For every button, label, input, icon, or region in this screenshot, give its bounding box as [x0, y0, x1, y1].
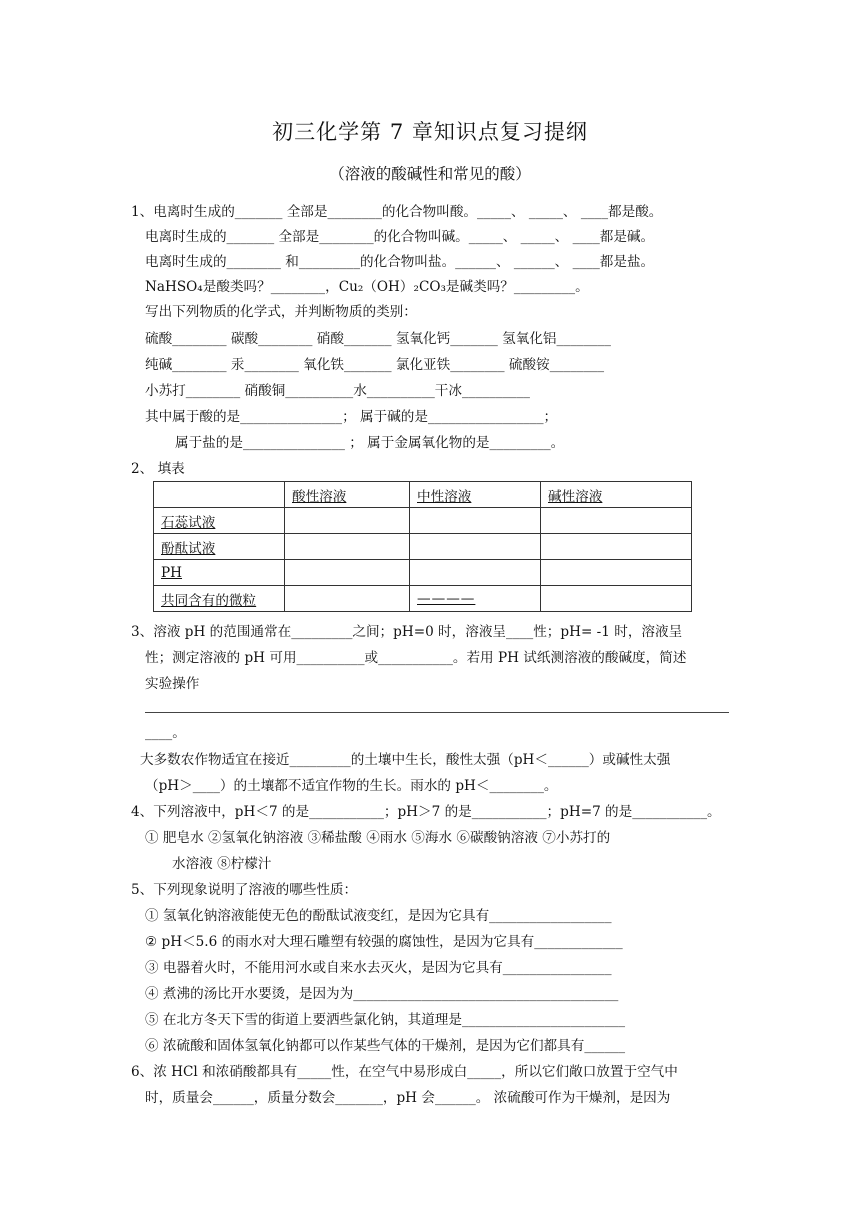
answer-rule	[145, 712, 729, 713]
text-line: 写出下列物质的化学式，并判断物质的类别：	[145, 304, 417, 320]
text-line: 大多数农作物适宜在接近_________的土壤中生长，酸性太强（pH＜______）或碱性太强	[140, 752, 671, 768]
table-cell	[285, 586, 410, 612]
text-line: （pH＞____）的土壤都不适宜作物的生长。雨水的 pH＜________。	[145, 778, 558, 794]
table-cell	[541, 508, 692, 534]
text-line: 2、 填表	[131, 461, 185, 477]
table-cell	[541, 586, 692, 612]
table-row	[154, 586, 692, 612]
text-line: ⑤ 在北方冬天下雪的街道上要洒些氯化钠，其道理是________________________	[145, 1012, 626, 1028]
table-cell	[410, 586, 541, 612]
page-subtitle: （溶液的酸碱性和常见的酸）	[329, 165, 531, 183]
text-line: 电离时生成的_______ 全部是________的化合物叫碱。_____、 _____、 ____都是碱。	[145, 229, 655, 245]
text-line: 纯碱________ 汞________ 氧化铁_______ 氯化亚铁________ 硫酸铵________	[145, 357, 605, 373]
row-label: 石蕊试液	[154, 508, 285, 534]
text-line: NaHSO₄是酸类吗？________，Cu₂（OH）₂CO₃是碱类吗？_________。	[145, 279, 589, 295]
table-cell	[410, 534, 541, 560]
text-line: 电离时生成的________ 和_________的化合物叫盐。______、 ______、 ____都是盐。	[145, 254, 655, 270]
table-cell	[154, 482, 285, 508]
text-line: ③ 电器着火时，不能用河水或自来水去灭火，是因为它具有________________	[145, 960, 612, 976]
table-cell	[541, 534, 692, 560]
table-cell	[541, 560, 692, 586]
table-cell	[410, 508, 541, 534]
text-line: ⑥ 浓硫酸和固体氢氧化钠都可以作某些气体的干燥剂，是因为它们都具有______	[145, 1038, 626, 1054]
row-label: 酚酞试液	[154, 534, 285, 560]
text-line: 实验操作	[145, 676, 200, 692]
fill-table	[153, 481, 692, 612]
text-line: ① 氢氧化钠溶液能使无色的酚酞试液变红，是因为它具有__________________	[145, 908, 612, 924]
text-line: 小苏打________ 硝酸铜__________水__________干冰__________	[145, 383, 530, 399]
table-cell	[285, 560, 410, 586]
table-cell	[410, 560, 541, 586]
text-line: ____。	[145, 725, 186, 741]
table-header-cell: 碱性溶液	[541, 482, 692, 508]
table-cell	[285, 508, 410, 534]
table-row	[154, 534, 692, 560]
text-line: 6、浓 HCl 和浓硝酸都具有_____性，在空气中易形成白_____，所以它们敞口放置于空气中	[131, 1064, 678, 1080]
text-line: 时，质量会______，质量分数会_______，pH 会______。 浓硫酸可作为干燥剂，是因为	[145, 1090, 671, 1106]
row-label: PH	[154, 560, 285, 586]
text-line: 硫酸________ 碳酸________ 硝酸_______ 氢氧化钙_______ 氢氧化铝________	[145, 331, 611, 347]
table-row	[154, 560, 692, 586]
text-line: ② pH＜5.6 的雨水对大理石雕塑有较强的腐蚀性，是因为它具有_____________	[145, 934, 623, 950]
table-header-cell: 中性溶液	[410, 482, 541, 508]
text-line: 1、电离时生成的_______ 全部是________的化合物叫酸。_____、 _____、 ____都是酸。	[131, 204, 663, 220]
text-line: 水溶液 ⑧柠檬汁	[172, 856, 272, 872]
text-line: ④ 煮沸的汤比开水要烫，是因为为_______________________________________	[145, 986, 619, 1002]
text-line: 5、下列现象说明了溶液的哪些性质：	[131, 882, 358, 898]
text-line: 3、溶液 pH 的范围通常在_________之间；pH=0 时，溶液呈____性；pH= -1 时，溶液呈	[131, 624, 683, 640]
text-line: 4、下列溶液中，pH＜7 的是___________；pH＞7 的是___________；pH=7 的是___________。	[131, 804, 721, 820]
text-line: 属于盐的是_______________ ； 属于金属氧化物的是_________。	[175, 435, 565, 451]
neutral-dash: ————	[417, 590, 476, 607]
table-header-row	[154, 482, 692, 508]
page-title: 初三化学第 7 章知识点复习提纲	[272, 120, 588, 144]
table-row	[154, 508, 692, 534]
text-line: ① 肥皂水 ②氢氧化钠溶液 ③稀盐酸 ④雨水 ⑤海水 ⑥碳酸钠溶液 ⑦小苏打的	[145, 830, 611, 846]
table-cell	[285, 534, 410, 560]
row-label: 共同含有的微粒	[154, 586, 285, 612]
table-header-cell: 酸性溶液	[285, 482, 410, 508]
text-line: 其中属于酸的是_______________； 属于碱的是_________________；	[145, 409, 558, 425]
text-line: 性；测定溶液的 pH 可用__________或___________。若用 PH 试纸测溶液的酸碱度，简述	[145, 650, 687, 666]
